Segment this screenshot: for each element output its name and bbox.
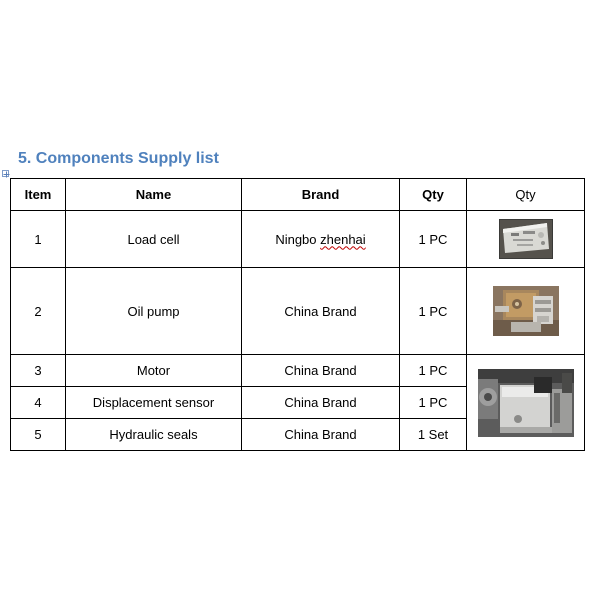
cell-brand bbox=[242, 211, 400, 268]
oil-pump-photo bbox=[493, 286, 559, 336]
cell-qty: 1 PC bbox=[400, 211, 467, 268]
cell-brand: China Brand bbox=[242, 419, 400, 451]
header-name: Name bbox=[66, 179, 242, 211]
cell-name: Load cell bbox=[66, 211, 242, 268]
cell-name: Hydraulic seals bbox=[66, 419, 242, 451]
cell-qty: 1 PC bbox=[400, 268, 467, 355]
cell-name: Motor bbox=[66, 355, 242, 387]
cell-name: Displacement sensor bbox=[66, 387, 242, 419]
cell-photo bbox=[467, 355, 585, 451]
cell-brand: China Brand bbox=[242, 387, 400, 419]
cell-brand: China Brand bbox=[242, 268, 400, 355]
cell-item: 1 bbox=[11, 211, 66, 268]
load-cell-photo bbox=[499, 219, 553, 259]
header-brand: Brand bbox=[242, 179, 400, 211]
cell-photo bbox=[467, 211, 585, 268]
cell-qty: 1 PC bbox=[400, 355, 467, 387]
motor-assembly-photo bbox=[478, 369, 574, 437]
cell-item: 4 bbox=[11, 387, 66, 419]
table-row bbox=[11, 355, 585, 387]
table-header-row bbox=[11, 179, 585, 211]
cell-item: 5 bbox=[11, 419, 66, 451]
header-qty-photo: Qty bbox=[467, 179, 585, 211]
cell-item: 3 bbox=[11, 355, 66, 387]
section-heading: 5. Components Supply list bbox=[18, 150, 219, 167]
cell-brand: China Brand bbox=[242, 355, 400, 387]
brand-text-spellcheck: zhenhai bbox=[320, 231, 366, 247]
cell-qty: 1 PC bbox=[400, 387, 467, 419]
header-qty: Qty bbox=[400, 179, 467, 211]
brand-text: Ningbo bbox=[275, 231, 321, 247]
components-supply-table bbox=[10, 178, 585, 451]
table-row bbox=[11, 211, 585, 268]
cell-item: 2 bbox=[11, 268, 66, 355]
header-item: Item bbox=[11, 179, 66, 211]
table-row bbox=[11, 268, 585, 355]
cell-name: Oil pump bbox=[66, 268, 242, 355]
cell-qty: 1 Set bbox=[400, 419, 467, 451]
cell-photo bbox=[467, 268, 585, 355]
table-move-handle-icon[interactable] bbox=[2, 170, 9, 177]
